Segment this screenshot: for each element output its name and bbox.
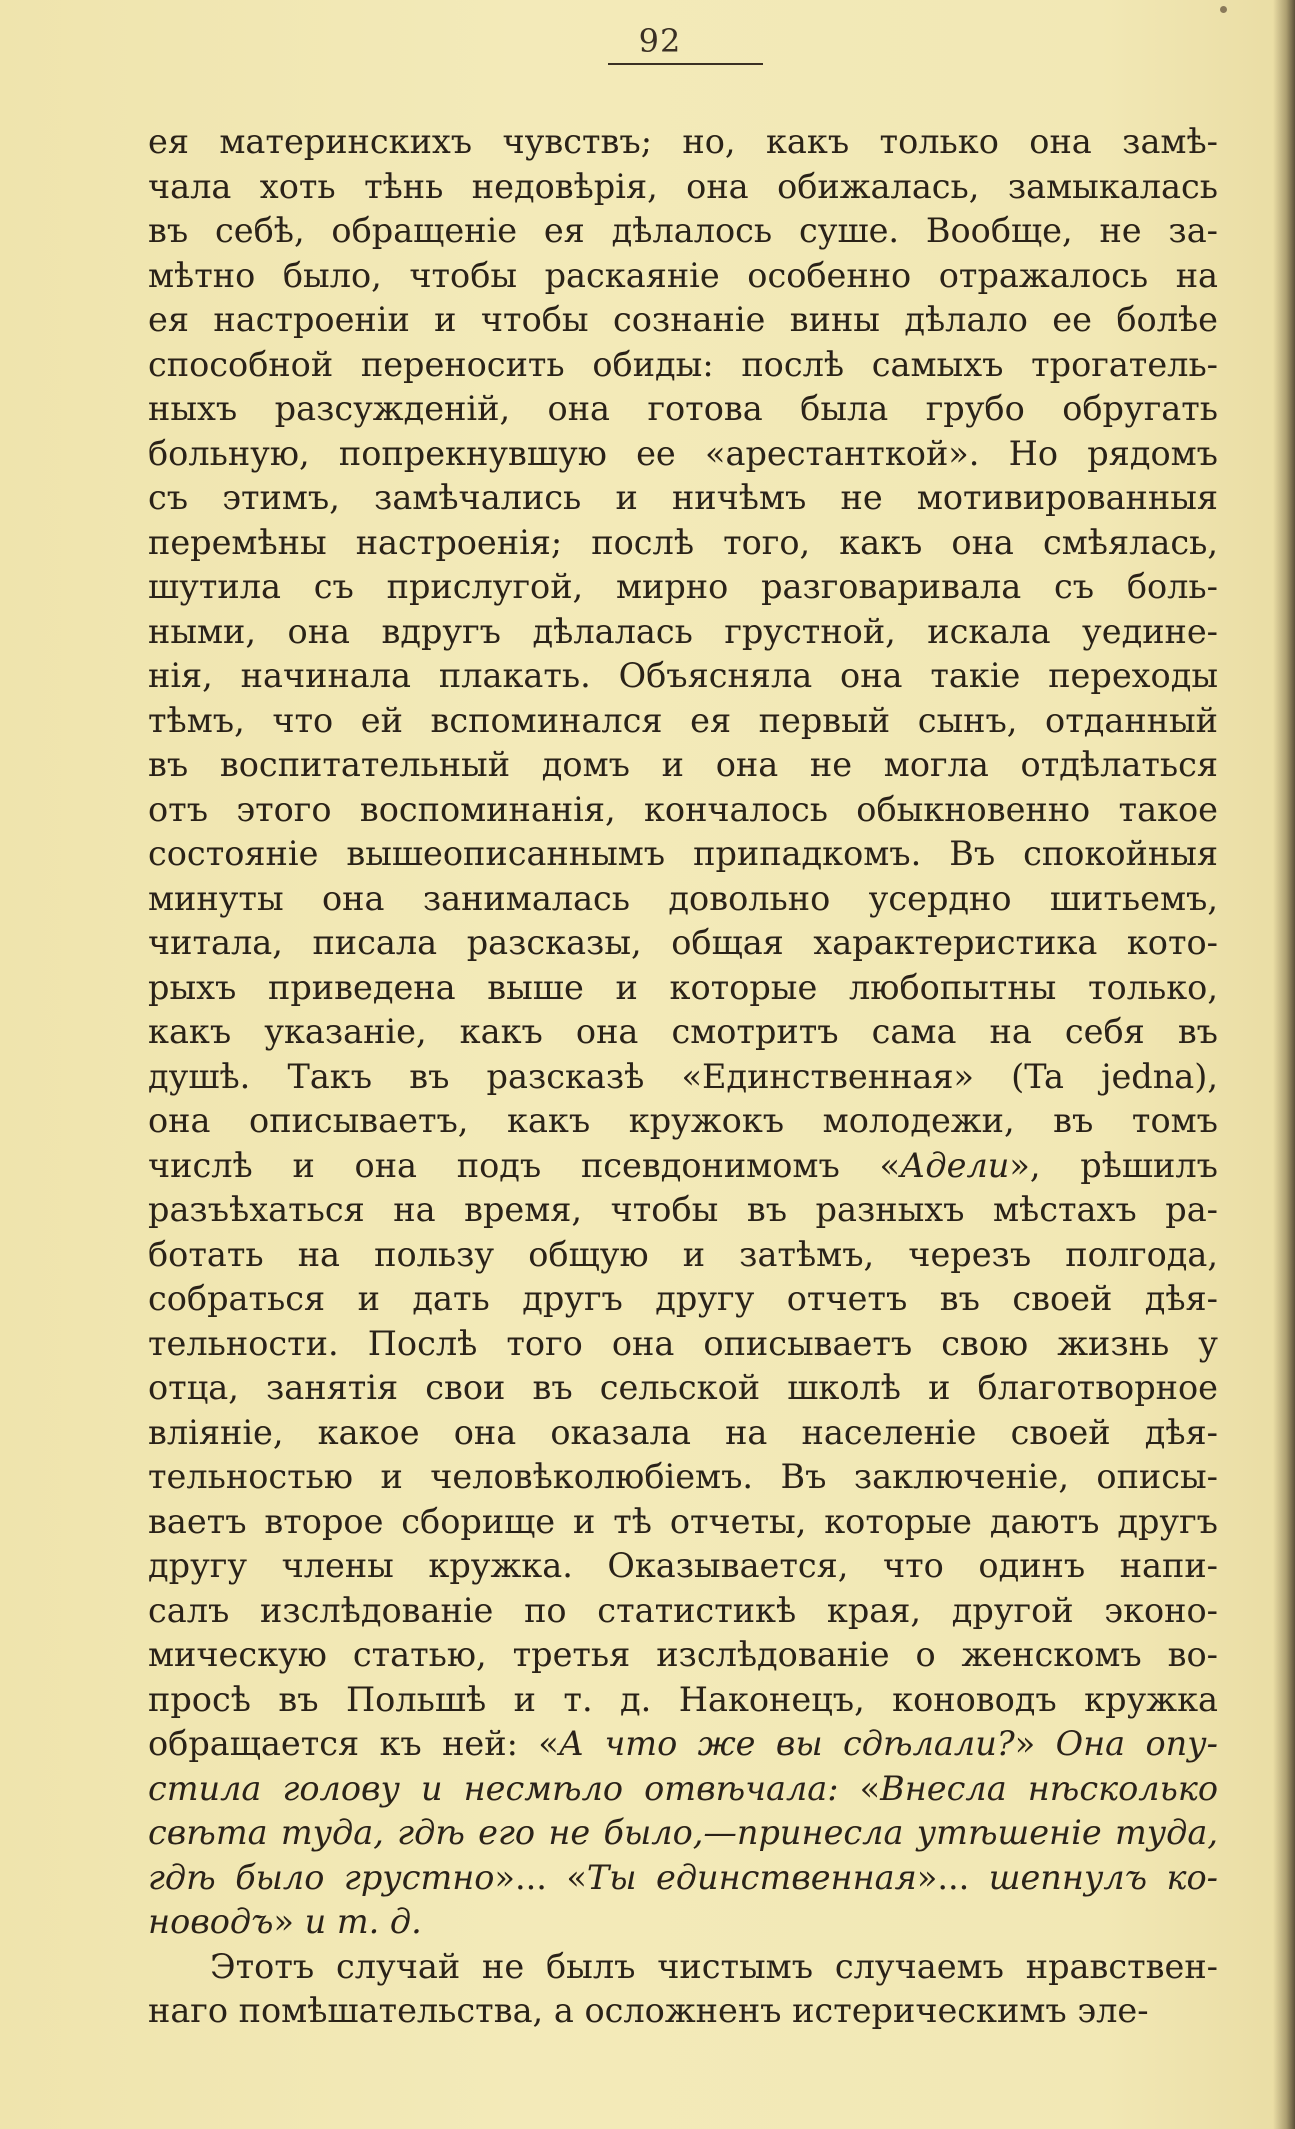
text-segment: ботать на пользу общую и затѣмъ, черезъ полгода, [148,1234,1218,1274]
text-line [148,654,1218,699]
text-line [148,120,1218,165]
text-line [148,1900,1218,1945]
text-segment: отца, занятія свои въ сельской школѣ и благотворное [148,1368,1218,1407]
text-line [148,1366,1218,1411]
text-line [148,1055,1218,1100]
text-line [148,1767,1218,1812]
text-line [148,209,1218,254]
text-segment: способной переносить обиды: послѣ самыхъ трогатель- [148,344,1218,384]
text-segment: ея материнскихъ чувствъ; но, какъ только она замѣ- [148,122,1218,161]
text-segment: больную, попрекнувшую ее «арестанткой». Но рядомъ [148,433,1218,473]
text-line [148,832,1218,877]
text-segment: собраться и дать другъ другу отчетъ въ своей дѣя- [148,1279,1218,1318]
text-segment: Этотъ случай не былъ чистымъ случаемъ нравствен- [210,1946,1218,1986]
text-line [148,1322,1218,1367]
text-segment: съ этимъ, замѣчались и ничѣмъ не мотивированныя [148,478,1218,517]
italic-segment: Внесла нѣсколько [880,1768,1218,1808]
text-segment: тельностью и человѣколюбіемъ. Въ заключеніе, описы- [148,1457,1218,1496]
text-line [148,699,1218,744]
text-line [148,476,1218,521]
text-segment: состояніе вышеописаннымъ припадкомъ. Въ спокойныя [148,834,1218,873]
text-segment: разъѣхаться на время, чтобы въ разныхъ мѣстахъ ра- [148,1190,1218,1229]
italic-segment: гдѣ было грустно [148,1857,495,1897]
text-line [148,1633,1218,1678]
text-segment: ными, она вдругъ дѣлалась грустной, искала уедине- [148,611,1218,651]
page-number-rule [608,63,763,65]
italic-segment: стила голову и несмѣло отвѣчала: [148,1768,839,1808]
italic-segment: свѣта туда, гдѣ его не было,—принесла утѣшеніе туда, [148,1813,1218,1852]
text-segment: нія, начинала плакать. Объясняла она такіе переходы [148,656,1218,695]
text-line [148,1811,1218,1856]
text-segment: ныхъ разсужденій, она готова была грубо обругать [148,389,1218,428]
text-segment: рыхъ приведена выше и которые любопытны только, [148,967,1218,1007]
text-segment: въ воспитательный домъ и она не могла отдѣлаться [148,745,1218,784]
italic-segment: шепнулъ ко- [988,1857,1218,1897]
text-segment: наго помѣшательства, а осложненъ истерическимъ эле- [148,1991,1149,2030]
text-line [148,387,1218,432]
text-segment: ваетъ второе сборище и тѣ отчеты, которые даютъ другъ [148,1501,1218,1541]
text-line [148,1678,1218,1723]
text-line [148,877,1218,922]
page-text [148,120,1218,2034]
text-line [148,1099,1218,1144]
page-edge-shadow [1273,0,1295,2129]
text-segment: ея настроеніи и чтобы сознаніе вины дѣлало ее болѣе [148,300,1218,339]
text-segment: »... [916,1857,989,1897]
text-line [148,1010,1218,1055]
text-segment: тѣмъ, что ей вспоминался ея первый сынъ, отданный [148,700,1218,740]
text-segment: какъ указаніе, какъ она смотритъ сама на себя въ [148,1012,1218,1051]
text-line [148,1589,1218,1634]
text-segment: душѣ. Такъ въ разсказѣ «Единственная» (Ta jedna), [148,1056,1218,1096]
text-line [148,1722,1218,1767]
text-segment: числѣ и она подъ псевдонимомъ « [148,1145,901,1185]
text-line [148,1989,1218,2034]
text-line [148,1856,1218,1901]
text-line [148,921,1218,966]
italic-segment: и т. д. [304,1902,422,1941]
italic-segment: А что же вы сдѣлали? [558,1724,1015,1763]
text-segment: минуты она занималась довольно усердно шитьемъ, [148,878,1218,918]
text-segment: « [838,1768,881,1808]
text-line [148,521,1218,566]
text-line [148,966,1218,1011]
text-line [148,610,1218,655]
text-segment: чала хоть тѣнь недовѣрія, она обижалась, замыкалась [148,166,1218,206]
text-line [148,1455,1218,1500]
text-line [148,1277,1218,1322]
text-line [148,298,1218,343]
text-line [148,1411,1218,1456]
text-segment: обращается къ ней: « [148,1724,559,1763]
italic-segment: новодъ [148,1902,274,1941]
text-segment: другу члены кружка. Оказывается, что одинъ напи- [148,1546,1218,1585]
text-line [148,432,1218,477]
italic-segment: Она опу- [1055,1724,1218,1763]
text-line [148,343,1218,388]
text-line [148,1188,1218,1233]
ink-speck [1220,6,1227,13]
text-line [148,165,1218,210]
text-segment: читала, писала разсказы, общая характеристика кото- [148,923,1218,962]
text-line [148,1544,1218,1589]
italic-segment: Адели [900,1145,1010,1185]
text-segment: мическую статью, третья изслѣдованіе о женскомъ во- [148,1635,1218,1674]
text-segment: мѣтно было, чтобы раскаяніе особенно отражалось на [148,255,1218,295]
text-segment: » [273,1902,305,1941]
text-segment: тельности. Послѣ того она описываетъ свою жизнь у [148,1323,1218,1363]
text-line [148,1500,1218,1545]
text-segment: вліяніе, какое она оказала на населеніе своей дѣя- [148,1412,1218,1452]
text-line [148,254,1218,299]
text-line [148,788,1218,833]
text-segment: »... « [494,1857,587,1897]
text-segment: салъ изслѣдованіе по статистикѣ края, другой эконо- [148,1590,1218,1630]
text-segment: просѣ въ Польшѣ и т. д. Наконецъ, коноводъ кружка [148,1679,1218,1719]
text-line [148,1945,1218,1990]
text-segment: отъ этого воспоминанія, кончалось обыкновенно такое [148,789,1218,829]
text-segment: она описываетъ, какъ кружокъ молодежи, въ томъ [148,1101,1218,1140]
text-segment: », рѣшилъ [1009,1145,1218,1185]
text-segment: перемѣны настроенія; послѣ того, какъ она смѣялась, [148,522,1218,562]
text-segment: шутила съ прислугой, мирно разговаривала съ боль- [148,567,1218,606]
text-line [148,1233,1218,1278]
page-number: 92 [638,22,682,60]
text-line [148,1144,1218,1189]
italic-segment: Ты единственная [586,1857,917,1897]
text-line [148,565,1218,610]
text-segment: въ себѣ, обращеніе ея дѣлалось суше. Вообще, не за- [148,211,1218,250]
text-segment: » [1014,1724,1056,1763]
text-line [148,743,1218,788]
